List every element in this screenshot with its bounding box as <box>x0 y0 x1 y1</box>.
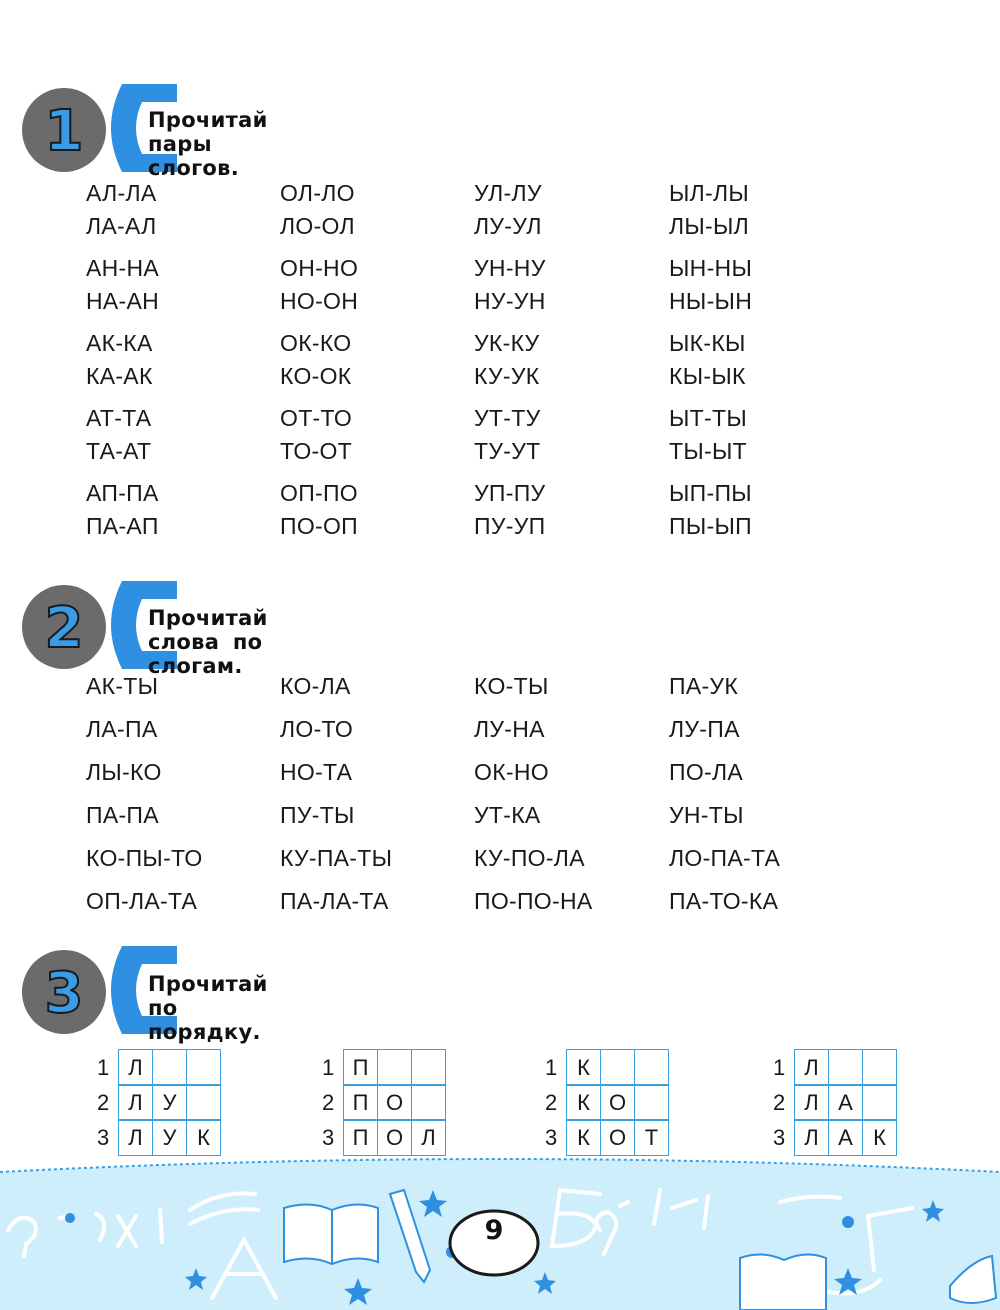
syllable-pair-item: ОП-ПО <box>280 480 359 506</box>
syllable-pair-item: ПУ-УП <box>474 513 546 539</box>
syllable-word: НО-ТА <box>280 759 353 785</box>
syllable-word: КУ-ПО-ЛА <box>474 845 585 871</box>
syllable-word: ПА-ТО-КА <box>669 888 779 914</box>
letter-cell: О <box>377 1084 412 1121</box>
row-number: 2 <box>773 1090 786 1115</box>
row-number: 1 <box>773 1055 786 1080</box>
letter-cell <box>862 1084 897 1121</box>
syllable-word: КО-ТЫ <box>474 673 549 699</box>
syllable-pair-item: АТ-ТА <box>86 405 152 431</box>
syllable-pair-item: КО-ОК <box>280 363 352 389</box>
syllable-pair-item: АП-ПА <box>86 480 159 506</box>
row-number: 3 <box>545 1125 558 1150</box>
row-number: 3 <box>97 1125 110 1150</box>
syllable-pair-item: УН-НУ <box>474 255 546 281</box>
letter-cell: Т <box>634 1119 669 1156</box>
syllable-pair-item: КА-АК <box>86 363 153 389</box>
syllable-word: ЛУ-НА <box>474 716 545 742</box>
letter-cell: П <box>343 1049 378 1086</box>
letter-cell: У <box>152 1084 187 1121</box>
syllable-pair-item: ЛЫ-ЫЛ <box>669 213 750 239</box>
task-title: Прочитай по порядку. <box>148 972 268 1044</box>
book-icon <box>740 1254 826 1310</box>
syllable-pair-item: ОК-КО <box>280 330 352 356</box>
syllable-pair-item: ЫН-НЫ <box>669 255 753 281</box>
letter-cell: Л <box>118 1084 153 1121</box>
letter-cell: К <box>566 1049 601 1086</box>
letter-cell <box>634 1049 669 1086</box>
letter-cell: К <box>862 1119 897 1156</box>
row-number: 3 <box>773 1125 786 1150</box>
syllable-pair-item: КУ-УК <box>474 363 540 389</box>
letter-cell <box>152 1049 187 1086</box>
syllable-pair-item: ПА-АП <box>86 513 159 539</box>
letter-cell: К <box>566 1119 601 1156</box>
letter-cell: О <box>377 1119 412 1156</box>
page-number: 9 <box>484 1215 504 1246</box>
syllable-word: УТ-КА <box>474 802 541 828</box>
syllable-pair-item: УК-КУ <box>474 330 540 356</box>
syllable-pair-item: ПЫ-ЫП <box>669 513 752 539</box>
syllable-word: ПО-ЛА <box>669 759 744 785</box>
letter-cell: О <box>600 1084 635 1121</box>
syllable-pair-item: ТЫ-ЫТ <box>669 438 747 464</box>
syllable-word: ЛО-ПА-ТА <box>669 845 781 871</box>
letter-cell: Л <box>794 1049 829 1086</box>
syllable-pair-item: ОН-НО <box>280 255 359 281</box>
syllable-pair-item: ЫК-КЫ <box>669 330 746 356</box>
letter-cell: Л <box>118 1119 153 1156</box>
syllable-word: ПО-ПО-НА <box>474 888 593 914</box>
task-title: Прочитай пары слогов. <box>148 108 268 180</box>
syllable-word: УН-ТЫ <box>669 802 744 828</box>
syllable-pair-item: ОЛ-ЛО <box>280 180 355 206</box>
letter-cell: К <box>566 1084 601 1121</box>
letter-cell: Л <box>794 1084 829 1121</box>
syllable-word: ЛО-ТО <box>280 716 354 742</box>
syllable-word: ЛУ-ПА <box>669 716 740 742</box>
letter-cell <box>411 1049 446 1086</box>
syllable-pair-item: ПО-ОП <box>280 513 359 539</box>
syllable-pair-item: ОТ-ТО <box>280 405 353 431</box>
syllable-pair-item: ЛО-ОЛ <box>280 213 355 239</box>
syllable-pair-item: ЫП-ПЫ <box>669 480 752 506</box>
letter-cell: П <box>343 1084 378 1121</box>
syllable-pair-item: УЛ-ЛУ <box>474 180 542 206</box>
syllable-word: КУ-ПА-ТЫ <box>280 845 393 871</box>
syllable-pair-item: ЫТ-ТЫ <box>669 405 747 431</box>
syllable-pair-item: НУ-УН <box>474 288 546 314</box>
syllable-pair-item: УТ-ТУ <box>474 405 541 431</box>
syllable-word: ЛЫ-КО <box>86 759 162 785</box>
syllable-pair-item: НО-ОН <box>280 288 359 314</box>
letter-cell <box>186 1049 221 1086</box>
task-number: 1 <box>44 99 84 164</box>
syllable-word: ПА-ПА <box>86 802 159 828</box>
syllable-pair-item: ТО-ОТ <box>280 438 353 464</box>
letter-cell: А <box>828 1119 863 1156</box>
letter-cell <box>186 1084 221 1121</box>
task-number: 3 <box>44 961 84 1026</box>
letter-cell <box>600 1049 635 1086</box>
syllable-word: ЛА-ПА <box>86 716 158 742</box>
letter-cell <box>377 1049 412 1086</box>
letter-cell: Л <box>794 1119 829 1156</box>
syllable-pair-item: КЫ-ЫК <box>669 363 746 389</box>
syllable-pair-item: ЛУ-УЛ <box>474 213 542 239</box>
syllable-word: ОП-ЛА-ТА <box>86 888 198 914</box>
row-number: 2 <box>97 1090 110 1115</box>
syllable-word: АК-ТЫ <box>86 673 159 699</box>
letter-cell: Л <box>118 1049 153 1086</box>
letter-cell <box>828 1049 863 1086</box>
syllable-pair-item: АЛ-ЛА <box>86 180 157 206</box>
syllable-word: ПУ-ТЫ <box>280 802 355 828</box>
syllable-pair-item: НА-АН <box>86 288 160 314</box>
row-number: 2 <box>545 1090 558 1115</box>
task-number: 2 <box>44 596 84 661</box>
row-number: 3 <box>322 1125 335 1150</box>
letter-cell: А <box>828 1084 863 1121</box>
syllable-pair-item: ЫЛ-ЛЫ <box>669 180 750 206</box>
syllable-word: ПА-УК <box>669 673 739 699</box>
syllable-word: КО-ПЫ-ТО <box>86 845 203 871</box>
syllable-word: ПА-ЛА-ТА <box>280 888 389 914</box>
letter-cell: У <box>152 1119 187 1156</box>
letter-cell: О <box>600 1119 635 1156</box>
syllable-word: КО-ЛА <box>280 673 351 699</box>
letter-cell <box>411 1084 446 1121</box>
task-title: Прочитай слова по слогам. <box>148 606 268 678</box>
row-number: 1 <box>97 1055 110 1080</box>
syllable-pair-item: АН-НА <box>86 255 160 281</box>
row-number: 1 <box>322 1055 335 1080</box>
letter-cell: П <box>343 1119 378 1156</box>
row-number: 1 <box>545 1055 558 1080</box>
letter-cell: Л <box>411 1119 446 1156</box>
letter-cell: К <box>186 1119 221 1156</box>
syllable-pair-item: ЛА-АЛ <box>86 213 157 239</box>
letter-cell <box>862 1049 897 1086</box>
syllable-pair-item: НЫ-ЫН <box>669 288 753 314</box>
syllable-pair-item: УП-ПУ <box>474 480 546 506</box>
letter-cell <box>634 1084 669 1121</box>
syllable-pair-item: АК-КА <box>86 330 153 356</box>
syllable-pair-item: ТУ-УТ <box>474 438 541 464</box>
row-number: 2 <box>322 1090 335 1115</box>
syllable-pair-item: ТА-АТ <box>86 438 152 464</box>
syllable-word: ОК-НО <box>474 759 549 785</box>
